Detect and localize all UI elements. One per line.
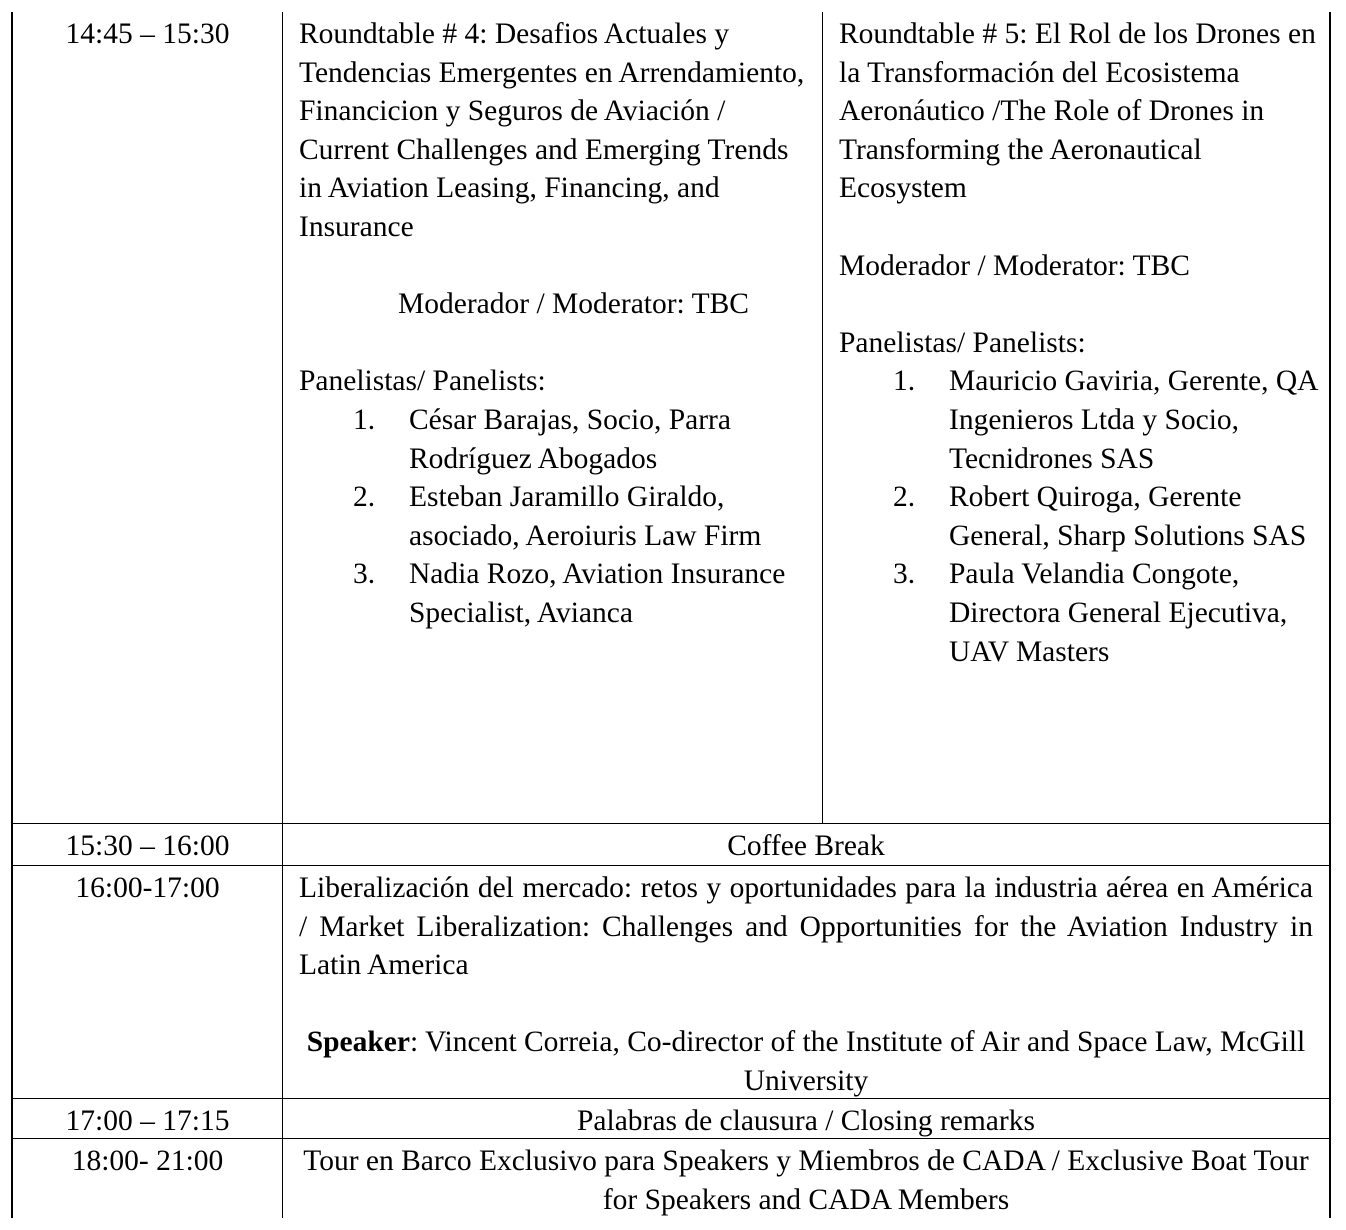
list-item: 1. Mauricio Gaviria, Gerente, QA Ingenieros Ltda y Socio, Tecnidrones SAS xyxy=(893,365,1317,475)
boat-tour-cell: Tour en Barco Exclusivo para Speakers y Miembros de CADA / Exclusive Boat Tour for Speakers and CADA Members xyxy=(303,1145,1309,1216)
keynote-cell xyxy=(283,866,1329,1098)
list-item: 2. Esteban Jaramillo Giraldo, asociado, Aeroiuris Law Firm xyxy=(353,481,762,552)
time-cell: 15:30 – 16:00 xyxy=(13,824,283,865)
roundtable-4-panelists-label: Panelistas/ Panelists: xyxy=(299,365,546,398)
roundtable-5-panelists-label: Panelistas/ Panelists: xyxy=(839,326,1086,359)
roundtable-5-cell xyxy=(823,12,1329,823)
time-cell: 16:00-17:00 xyxy=(13,866,283,1098)
time-cell: 14:45 – 15:30 xyxy=(13,12,283,823)
speaker-text: : Vincent Correia, Co-director of the Institute of Air and Space Law, McGill University xyxy=(409,1026,1306,1097)
table-row xyxy=(13,824,1329,866)
table-row xyxy=(13,866,1329,1099)
closing-remarks-cell: Palabras de clausura / Closing remarks xyxy=(577,1105,1035,1137)
list-item: 1. César Barajas, Socio, Parra Rodríguez Abogados xyxy=(353,403,731,475)
time-cell: 18:00- 21:00 xyxy=(13,1139,283,1218)
roundtable-4-panelist-list xyxy=(299,401,812,633)
time-cell: 17:00 – 17:15 xyxy=(13,1099,283,1138)
table-row xyxy=(13,1099,1329,1139)
roundtable-5-panelist-list xyxy=(839,362,1319,671)
table-row xyxy=(13,1139,1329,1218)
roundtable-5-moderator: Moderador / Moderator: TBC xyxy=(839,249,1190,282)
keynote-title: Liberalización del mercado: retos y oportunidades para la industria aérea en América / Market Liberalization: Challenges and Opportunities for the Aviation Industry in Latin America xyxy=(299,872,1313,982)
roundtable-5-title: Roundtable # 5: El Rol de los Drones en la Transformación del Ecosistema Aeronáutico /The Role of Drones in Transforming the Aeronautical Ecosystem xyxy=(839,18,1316,205)
keynote-speaker xyxy=(299,1023,1313,1100)
speaker-label: Speaker xyxy=(306,1026,410,1059)
roundtable-4-cell xyxy=(283,12,823,823)
agenda-table xyxy=(11,12,1331,1218)
roundtable-4-title: Roundtable # 4: Desafios Actuales y Tendencias Emergentes en Arrendamiento, Financicion y Seguros de Aviación / Current Challenges and Emerging Trends in Aviation Leasing, Financing, and Insurance xyxy=(299,18,805,243)
coffee-break-cell: Coffee Break xyxy=(727,830,885,862)
list-item: 2. Robert Quiroga, Gerente General, Sharp Solutions SAS xyxy=(893,481,1307,552)
list-item: 3. Nadia Rozo, Aviation Insurance Specialist, Avianca xyxy=(353,558,786,629)
list-item: 3. Paula Velandia Congote, Directora General Ejecutiva, UAV Masters xyxy=(893,558,1288,668)
roundtable-4-moderator: Moderador / Moderator: TBC xyxy=(398,288,749,321)
table-row xyxy=(13,12,1329,824)
